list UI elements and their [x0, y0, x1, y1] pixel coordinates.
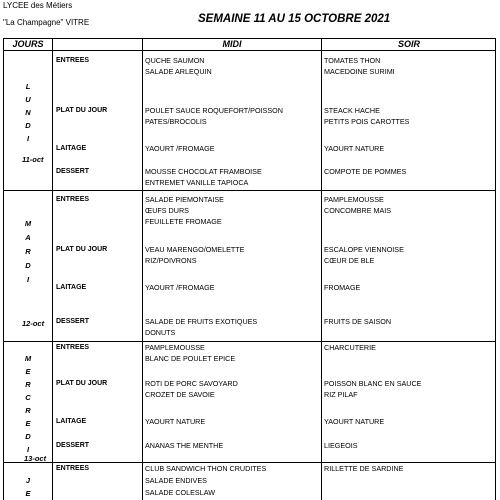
menu-item: LIEGEOIS	[324, 441, 358, 450]
column-header-soir: SOIR	[397, 39, 420, 49]
category-laitage: LAITAGE	[56, 418, 87, 425]
menu-item: YAOURT /FROMAGE	[145, 283, 215, 292]
category-entrees: ENTREES	[56, 465, 90, 472]
grid-header-separator	[3, 50, 496, 51]
menu-item: RILLETTE DE SARDINE	[324, 464, 404, 473]
menu-item: ŒUFS DURS	[145, 206, 189, 215]
category-dessert: DESSERT	[56, 442, 90, 449]
category-entrees: ENTREES	[56, 196, 90, 203]
menu-item: YAOURT NATURE	[324, 417, 385, 426]
menu-item: YAOURT NATURE	[145, 417, 206, 426]
category-entrees: ENTREES	[56, 57, 90, 64]
category-plat-du-jour: PLAT DU JOUR	[56, 107, 108, 114]
menu-item: STEACK HACHE	[324, 106, 380, 115]
school-name: LYCEE des Métiers	[3, 1, 73, 10]
day-date-mardi: 12-oct	[22, 319, 45, 328]
menu-item: SALADE ENDIVES	[145, 476, 207, 485]
menu-item: SALADE DE FRUITS EXOTIQUES	[145, 317, 258, 326]
menu-item: YAOURT NATURE	[324, 144, 385, 153]
menu-item: BLANC DE POULET EPICE	[145, 354, 236, 363]
grid-divider-midi	[142, 38, 143, 500]
grid-top-border	[3, 38, 496, 39]
menu-item: DONUTS	[145, 328, 176, 337]
menu-item: ROTI DE PORC SAVOYARD	[145, 379, 238, 388]
menu-item: FROMAGE	[324, 283, 361, 292]
week-title: SEMAINE 11 AU 15 OCTOBRE 2021	[198, 13, 391, 25]
grid-divider-soir	[321, 38, 322, 500]
menu-item: CŒUR DE BLE	[324, 256, 375, 265]
menu-item: SALADE PIEMONTAISE	[145, 195, 224, 204]
category-entrees: ENTREES	[56, 344, 90, 351]
menu-item: RIZ/POIVRONS	[145, 256, 197, 265]
menu-item: CHARCUTERIE	[324, 343, 376, 352]
menu-item: PETITS POIS CAROTTES	[324, 117, 410, 126]
menu-item: SALADE COLESLAW	[145, 488, 216, 497]
menu-item: COMPOTE DE POMMES	[324, 167, 407, 176]
category-plat-du-jour: PLAT DU JOUR	[56, 380, 108, 387]
menu-item: SALADE ARLEQUIN	[145, 67, 212, 76]
menu-item: ENTREMET VANILLE TAPIOCA	[145, 178, 249, 187]
day-separator	[3, 190, 496, 191]
grid-divider-jours	[52, 38, 53, 500]
category-laitage: LAITAGE	[56, 145, 87, 152]
day-date-lundi: 11-oct	[22, 155, 44, 164]
menu-item: RIZ PILAF	[324, 390, 358, 399]
menu-item: MACEDOINE SURIMI	[324, 67, 395, 76]
category-dessert: DESSERT	[56, 168, 90, 175]
menu-item: POISSON BLANC EN SAUCE	[324, 379, 422, 388]
menu-item: FEUILLETE FROMAGE	[145, 217, 222, 226]
menu-item: VEAU MARENGO/OMELETTE	[145, 245, 245, 254]
menu-item: TOMATES THON	[324, 56, 381, 65]
menu-item: POULET SAUCE ROQUEFORT/POISSON	[145, 106, 283, 115]
category-dessert: DESSERT	[56, 318, 90, 325]
menu-item: ESCALOPE VIENNOISE	[324, 245, 404, 254]
grid-right-border	[495, 38, 496, 500]
menu-item: ANANAS THE MENTHE	[145, 441, 224, 450]
menu-item: MOUSSE CHOCOLAT FRAMBOISE	[145, 167, 262, 176]
column-header-jours: JOURS	[12, 39, 44, 49]
day-date-mercredi: 13-oct	[24, 454, 47, 463]
category-laitage: LAITAGE	[56, 284, 87, 291]
category-plat-du-jour: PLAT DU JOUR	[56, 246, 108, 253]
school-location: "La Champagne" VITRE	[3, 18, 90, 27]
menu-item: CLUB SANDWICH THON CRUDITES	[145, 464, 267, 473]
menu-item: FRUITS DE SAISON	[324, 317, 392, 326]
column-header-midi: MIDI	[222, 39, 242, 49]
menu-item: CONCOMBRE MAIS	[324, 206, 392, 215]
menu-item: CROZET DE SAVOIE	[145, 390, 215, 399]
menu-item: PAMPLEMOUSSE	[145, 343, 205, 352]
menu-item: PATES/BROCOLIS	[145, 117, 207, 126]
menu-item: YAOURT /FROMAGE	[145, 144, 215, 153]
menu-item: PAMPLEMOUSSE	[324, 195, 384, 204]
menu-item: QUCHE SAUMON	[145, 56, 205, 65]
